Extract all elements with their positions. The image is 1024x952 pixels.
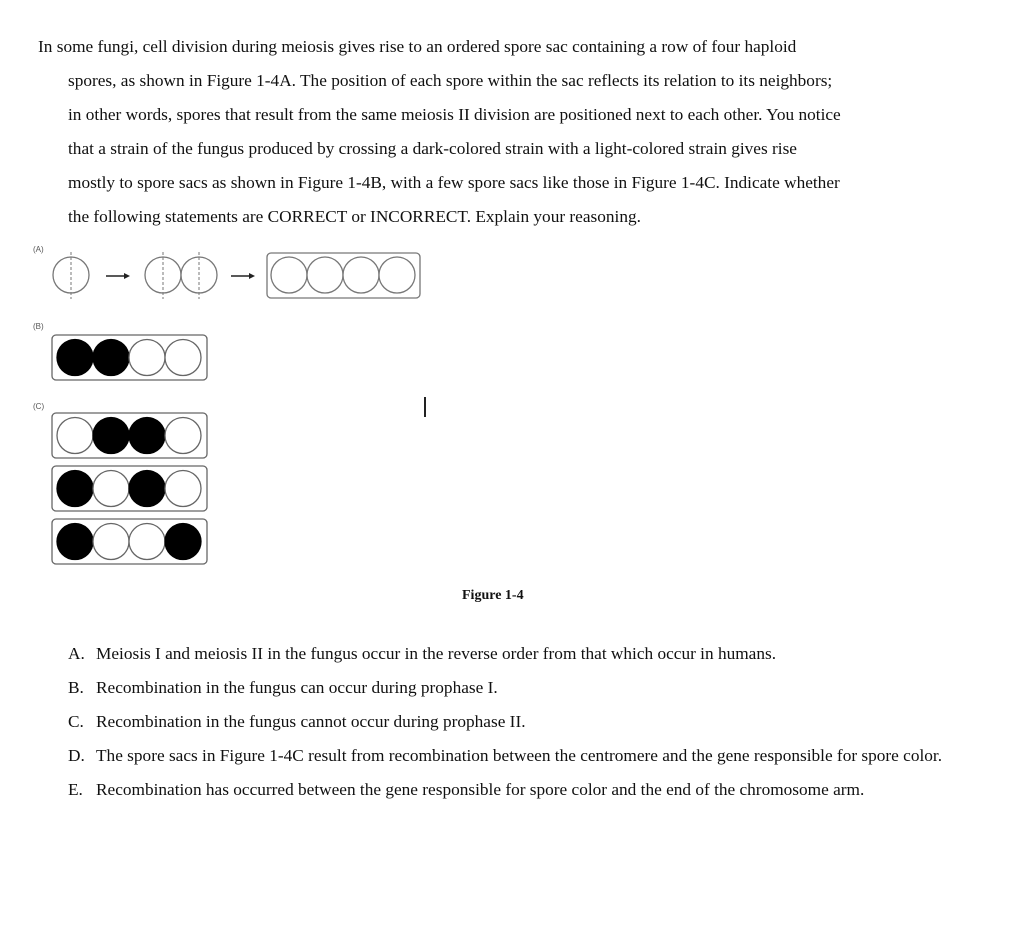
intro-line: spores, as shown in Figure 1-4A. The position of each spore within the sac reflects its relation to its neighbors; — [68, 71, 833, 90]
two-cells — [145, 252, 217, 299]
panel-label-c: (C) — [33, 402, 45, 411]
statement-letter: C. — [68, 712, 84, 731]
statement-text: Recombination has occurred between the gene responsible for spore color and the end of the chromosome arm. — [96, 780, 865, 799]
statement-b — [68, 671, 968, 705]
panel-a — [53, 252, 420, 299]
statement-letter: E. — [68, 780, 83, 799]
arrow-icon — [231, 273, 255, 279]
statement-text: Recombination in the fungus cannot occur during prophase II. — [96, 712, 526, 731]
text-cursor — [424, 397, 426, 417]
panel-label-a: (A) — [33, 245, 44, 254]
intro-line: In some fungi, cell division during meiosis gives rise to an ordered spore sac containing a row of four haploid — [38, 37, 797, 56]
spore-sacs — [52, 335, 207, 564]
statement-a — [68, 637, 968, 671]
statement-text: Recombination in the fungus can occur during prophase I. — [96, 678, 498, 697]
dark-spore — [57, 471, 93, 507]
statement-text: The spore sacs in Figure 1-4C result from recombination between the centromere and the gene responsible for spore color. — [96, 746, 943, 765]
statement-letter: A. — [68, 644, 85, 663]
light-spore — [57, 418, 93, 454]
dark-spore — [129, 471, 165, 507]
statement-text: Meiosis I and meiosis II in the fungus occur in the reverse order from that which occur in humans. — [96, 644, 777, 663]
light-spore — [93, 471, 129, 507]
dark-spore — [93, 340, 129, 376]
light-spore — [165, 418, 201, 454]
dark-spore — [57, 340, 93, 376]
statements-list — [68, 637, 968, 807]
spore-sac-empty — [267, 253, 420, 298]
light-spore — [93, 524, 129, 560]
dark-spore — [57, 524, 93, 560]
statement-d — [68, 739, 968, 773]
spore-sac — [52, 413, 207, 458]
dark-spore — [93, 418, 129, 454]
dark-spore — [129, 418, 165, 454]
light-spore — [165, 471, 201, 507]
light-spore — [165, 340, 201, 376]
intro-line: mostly to spore sacs as shown in Figure 1-4B, with a few spore sacs like those in Figure 1-4C. Indicate whether — [68, 173, 840, 192]
figure-caption: Figure 1-4 — [462, 588, 524, 603]
spore-sac — [52, 335, 207, 380]
light-spore — [129, 340, 165, 376]
intro-line: in other words, spores that result from the same meiosis II division are positioned next to each other. You notice — [68, 105, 841, 124]
statement-letter: D. — [68, 746, 85, 765]
panel-label-b: (B) — [33, 322, 44, 331]
dark-spore — [165, 524, 201, 560]
intro-line: the following statements are CORRECT or INCORRECT. Explain your reasoning. — [68, 207, 641, 226]
arrow-icon — [106, 273, 130, 279]
statement-e — [68, 773, 968, 807]
statement-letter: B. — [68, 678, 84, 697]
statement-c — [68, 705, 968, 739]
spore-sac — [52, 519, 207, 564]
spore-sac — [52, 466, 207, 511]
light-spore — [129, 524, 165, 560]
intro-line: that a strain of the fungus produced by crossing a dark-colored strain with a light-colored strain gives rise — [68, 139, 797, 158]
single-cell — [53, 252, 89, 299]
